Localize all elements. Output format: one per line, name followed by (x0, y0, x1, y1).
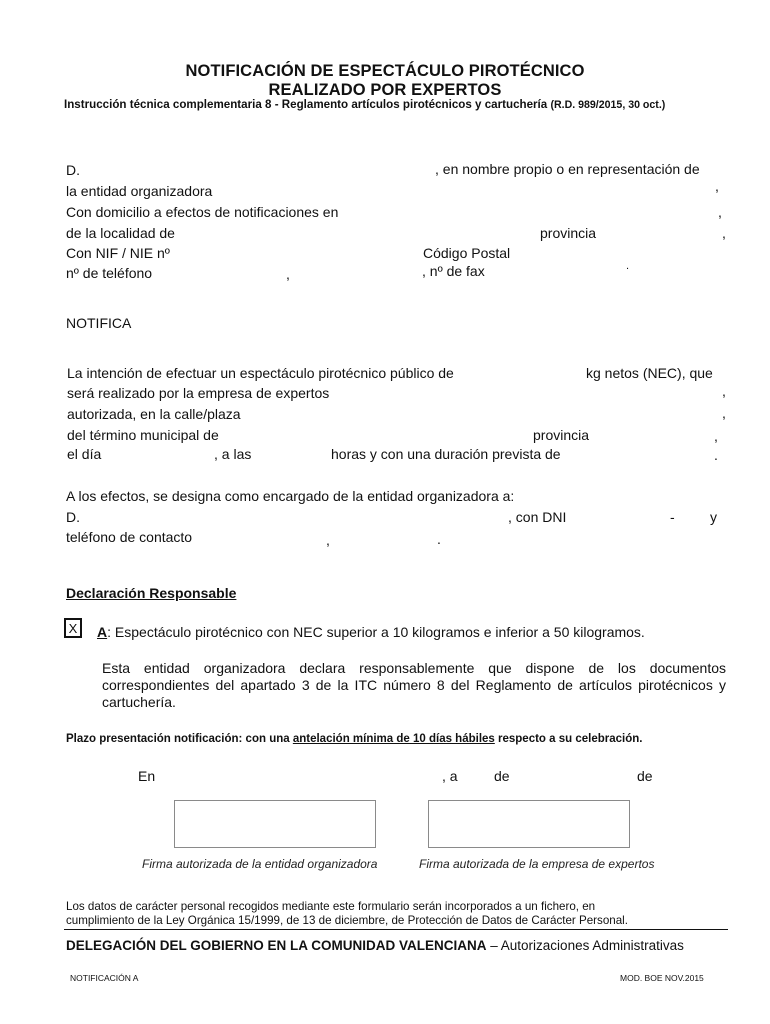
regulation-decree: (R.D. 989/2015, 30 oct.) (550, 99, 666, 111)
day-field[interactable] (112, 445, 212, 463)
declaration-heading: Declaración Responsable (66, 585, 237, 601)
page-title: NOTIFICACIÓN DE ESPECTÁCULO PIROTÉCNICO (185, 62, 585, 80)
manager-intro: A los efectos, se designa como encargado de la entidad organizadora a: (66, 488, 515, 504)
deadline-suffix: respecto a su celebración. (494, 733, 643, 745)
deadline-prefix: Plazo presentación notificación: con una (66, 733, 293, 745)
day-label: el día (67, 446, 102, 462)
privacy-notice-line1: Los datos de carácter personal recogidos mediante este formulario serán incorporados a un fichero, en (66, 900, 596, 913)
street-field[interactable] (272, 405, 722, 423)
nif-field[interactable] (186, 244, 420, 262)
phone-field[interactable] (168, 264, 284, 282)
date-year-field[interactable] (660, 767, 724, 785)
option-letter: A (97, 624, 108, 640)
delegation-name: DELEGACIÓN DEL GOBIERNO EN LA COMUNIDAD VALENCIANA (66, 938, 487, 953)
delegation-footer (66, 938, 684, 953)
date-a-label: , a (442, 768, 458, 784)
place-en-label: En (138, 768, 156, 784)
regulation-reference (64, 98, 665, 111)
domicile-label: Con domicilio a efectos de notificaciones en (66, 204, 339, 220)
entity-signature-caption: Firma autorizada de la entidad organizadora (142, 857, 378, 871)
kg-label: kg netos (NEC), que (586, 365, 713, 381)
province-field[interactable] (608, 224, 722, 242)
period: . (437, 531, 441, 547)
period: . (714, 447, 718, 463)
comma: , (722, 225, 726, 241)
entity-label: la entidad organizadora (66, 183, 213, 199)
option-a-checkbox[interactable] (64, 618, 82, 638)
form-code-left: NOTIFICACIÓN A (70, 973, 139, 983)
province-field[interactable] (602, 426, 714, 444)
fax-field[interactable] (496, 263, 624, 281)
manager-d-label: D. (66, 509, 80, 525)
responsible-statement: Esta entidad organizadora declara responsablemente que dispone de los documentos correspondientes del apartado 3 de la ITC número 8 del Reglamento de artículos pirotécnicos y cartuchería. (102, 660, 726, 710)
dni-label: , con DNI (508, 509, 567, 525)
dni-dash: - (670, 509, 675, 525)
comma: , (286, 266, 290, 282)
contact-phone-alt-field[interactable] (336, 528, 438, 546)
place-field[interactable] (162, 767, 442, 785)
dni-field[interactable] (582, 508, 670, 526)
deadline-emphasis: antelación mínima de 10 días hábiles (292, 733, 495, 745)
dni-letter-field[interactable] (680, 508, 710, 526)
duration-field[interactable] (590, 445, 714, 463)
entity-name-field[interactable] (234, 182, 716, 200)
hours-label: horas y con una duración prevista de (331, 446, 561, 462)
company-signature-caption: Firma autorizada de la empresa de expertos (419, 857, 655, 871)
comma: , (718, 204, 722, 220)
footer-divider (64, 929, 728, 930)
locality-label: de la localidad de (66, 225, 175, 241)
municipality-label: del término municipal de (67, 427, 219, 443)
date-de-label-2: de (637, 768, 653, 784)
company-label: será realizado por la empresa de expertos (67, 385, 330, 401)
form-code-right: MOD. BOE NOV.2015 (620, 973, 704, 983)
and-label: y (710, 509, 717, 525)
page-subtitle-line: REALIZADO POR EXPERTOS (268, 81, 502, 99)
regulation-text: Instrucción técnica complementaria 8 - Reglamento artículos pirotécnicos y cartuchería (64, 98, 548, 111)
postal-code-label: Código Postal (423, 245, 511, 261)
municipality-field[interactable] (242, 426, 530, 444)
time-field[interactable] (264, 445, 330, 463)
phone-label: nº de teléfono (66, 265, 153, 281)
intention-label: La intención de efectuar un espectáculo pirotécnico público de (67, 365, 454, 381)
period: . (626, 260, 630, 272)
footer-dash: – (486, 938, 501, 953)
date-de-label-1: de (494, 768, 510, 784)
applicant-name-field[interactable] (84, 161, 434, 179)
manager-name-field[interactable] (84, 508, 506, 526)
contact-phone-label: teléfono de contacto (66, 529, 193, 545)
option-a-label (97, 624, 645, 640)
date-day-field[interactable] (464, 767, 494, 785)
representation-label: , en nombre propio o en representación de (435, 161, 700, 177)
comma: , (326, 532, 330, 548)
department-name: Autorizaciones Administrativas (500, 938, 684, 953)
postal-code-field[interactable] (525, 244, 719, 262)
province-label: provincia (533, 427, 590, 443)
privacy-notice-line2: cumplimiento de la Ley Orgánica 15/1999, de 13 de diciembre, de Protección de Datos de Carácter Personal. (66, 914, 628, 927)
deadline-note (66, 733, 642, 745)
authorized-street-label: autorizada, en la calle/plaza (67, 406, 241, 422)
applicant-d-label: D. (66, 162, 80, 178)
company-field[interactable] (364, 384, 722, 402)
nec-kg-field[interactable] (504, 364, 584, 382)
at-label: , a las (214, 446, 252, 462)
entity-signature-box[interactable] (174, 800, 376, 848)
comma: , (714, 428, 718, 444)
nif-label: Con NIF / NIE nº (66, 245, 170, 261)
date-month-field[interactable] (518, 767, 634, 785)
domicile-field[interactable] (374, 203, 718, 221)
comma: , (722, 383, 726, 399)
comma: , (722, 405, 726, 421)
comma: , (715, 178, 719, 194)
option-description: : Espectáculo pirotécnico con NEC superior a 10 kilogramos e inferior a 50 kilogramos. (107, 624, 645, 640)
notifica-heading: NOTIFICA (66, 315, 132, 331)
company-signature-box[interactable] (428, 800, 630, 848)
fax-label: , nº de fax (422, 263, 485, 279)
locality-field[interactable] (192, 224, 536, 242)
contact-phone-field[interactable] (212, 528, 326, 546)
check-mark-icon: X (68, 620, 78, 636)
province-label: provincia (540, 225, 597, 241)
